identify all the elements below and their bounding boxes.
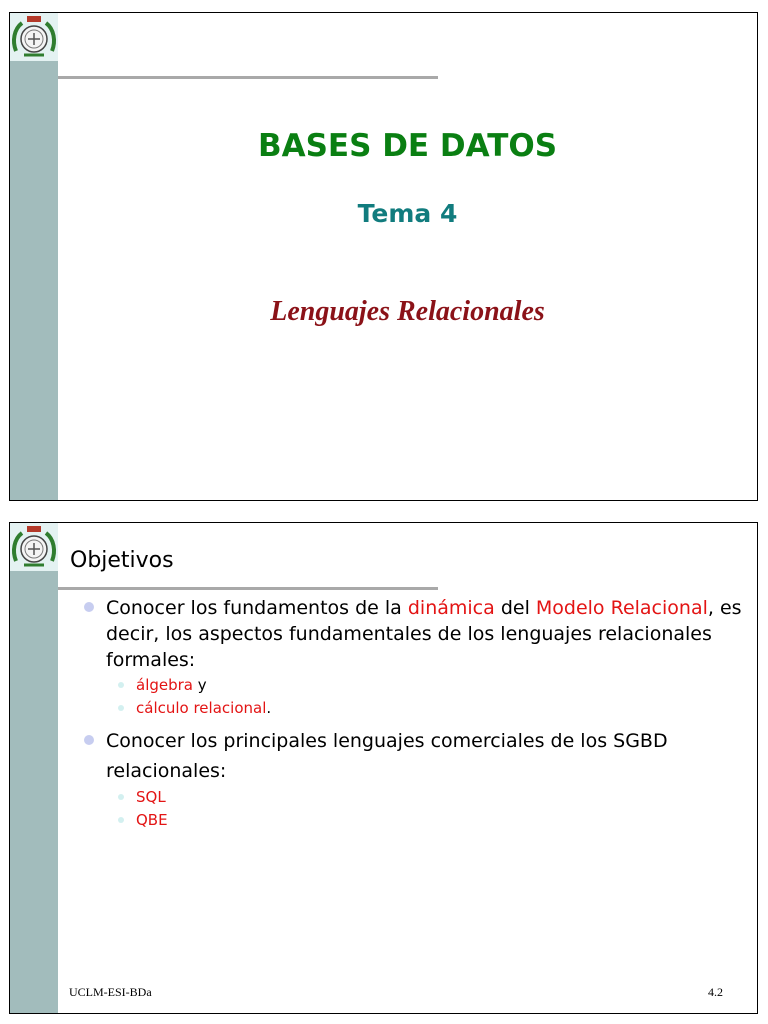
- bullet-dot-icon: [84, 735, 94, 745]
- topic-title: Lenguajes Relacionales: [270, 296, 545, 327]
- sub-bullet-item: [84, 697, 744, 720]
- sub-bullet-text: .: [266, 699, 272, 717]
- footer-page-number: 4.2: [708, 985, 723, 999]
- header-rule: [58, 587, 438, 590]
- crest-logo-icon: [10, 523, 58, 571]
- highlight-term: cálculo relacional: [136, 699, 267, 717]
- highlight-term: álgebra: [136, 676, 193, 694]
- bullet-text: del: [494, 597, 536, 619]
- sub-bullet-dot-icon: [118, 682, 124, 688]
- sub-bullet-dot-icon: [118, 817, 124, 823]
- highlight-term: dinámica: [407, 597, 495, 619]
- highlight-term: QBE: [136, 811, 168, 829]
- slide-objectives: [9, 522, 758, 1014]
- crest-logo-icon: [10, 13, 58, 61]
- header-rule: [58, 76, 438, 79]
- bullet-item: [84, 726, 744, 786]
- slide-heading: Objetivos: [70, 548, 174, 573]
- bullet-text: , es decir, los aspectos fundamentales de los lenguajes relacionales formales:: [106, 597, 742, 671]
- sidebar-band: [10, 13, 58, 500]
- unit-title: Tema 4: [357, 199, 458, 228]
- bullet-text: Conocer los fundamentos de la: [106, 597, 408, 619]
- sub-bullet-item: [84, 674, 744, 697]
- sidebar-band: [10, 523, 58, 1013]
- highlight-term: SQL: [136, 788, 166, 806]
- footer-course-code: UCLM-ESI-BDa: [69, 985, 152, 999]
- highlight-term: Modelo Relacional: [535, 597, 708, 619]
- bullet-item: [84, 595, 744, 673]
- bullet-dot-icon: [84, 602, 94, 612]
- sub-bullet-text: y: [193, 676, 207, 694]
- sub-bullet-item: [84, 809, 744, 832]
- course-title: BASES DE DATOS: [257, 128, 558, 164]
- sub-bullet-item: [84, 786, 744, 809]
- bullet-list: [84, 595, 744, 832]
- slide-title: [9, 12, 758, 501]
- sub-bullet-dot-icon: [118, 794, 124, 800]
- bullet-text: Conocer los principales lenguajes comerciales de los SGBD relacionales:: [106, 730, 668, 782]
- sub-bullet-dot-icon: [118, 705, 124, 711]
